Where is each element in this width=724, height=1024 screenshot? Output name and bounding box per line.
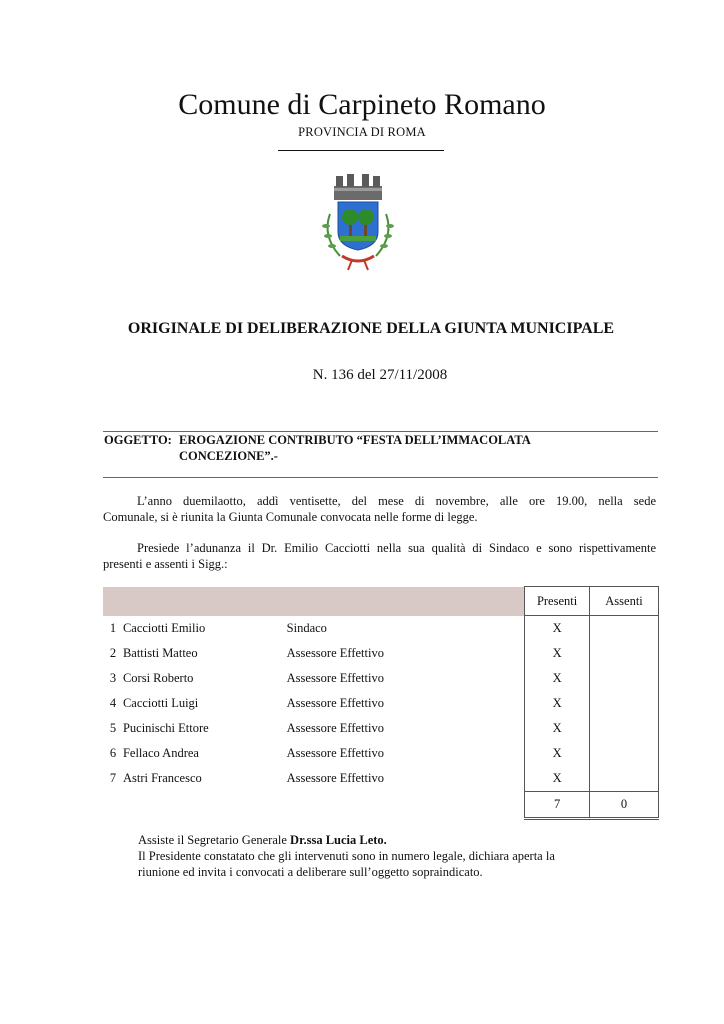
table-header-row [103,587,659,616]
totals-row [103,792,659,819]
member-role: Assessore Effettivo [286,721,384,735]
member-role: Assessore Effettivo [286,671,384,685]
secretary-name: Dr.ssa Lucia Leto. [290,833,387,847]
member-name: Corsi Roberto [122,671,194,685]
row-number: 7 [109,771,117,786]
table-row [103,616,659,642]
header-divider [278,150,444,151]
table-row [103,691,659,716]
member-role: Sindaco [286,620,327,635]
table-row [103,666,659,691]
row-number: 1 [109,620,117,635]
absent-mark [590,616,659,642]
member-role: Assessore Effettivo [286,771,384,786]
member-name: Astri Francesco [122,771,202,786]
intro-paragraph [103,493,656,525]
present-mark: X [525,741,590,766]
present-mark: X [525,766,590,792]
president-paragraph [103,540,656,572]
absent-mark [590,691,659,716]
row-number: 4 [109,696,117,710]
closing-line2: Il Presidente constatato che gli intervenuti sono in numero legale, dichiara aperta la [138,849,555,863]
member-role: Assessore Effettivo [286,696,384,710]
present-mark: X [525,616,590,642]
subject-top-rule [103,431,658,432]
table-row [103,716,659,741]
member-role: Assessore Effettivo [286,646,384,660]
absent-mark [590,766,659,792]
municipality-title: Comune di Carpineto Romano [178,88,546,121]
intro-line2: Comunale, si è riunita la Giunta Comunale convocata nelle forme di legge. [103,510,478,524]
row-number: 5 [109,721,117,735]
member-role: Assessore Effettivo [286,746,384,760]
subject-label: OGGETTO: [104,433,172,447]
total-assenti: 0 [590,792,659,819]
president-line2: presenti e assenti i Sigg.: [103,557,228,571]
present-mark: X [525,691,590,716]
subject-bottom-rule [103,477,658,478]
closing-line1 [138,832,658,848]
deliberation-number: N. 136 del 27/11/2008 [312,367,448,383]
table-row [103,766,659,792]
subject-text-line2: CONCEZIONE”.- [179,449,278,463]
secretary-intro: Assiste il Segretario Generale [138,833,291,847]
present-mark: X [525,716,590,741]
row-number: 3 [109,671,117,685]
president-line1: Presiede l’adunanza il Dr. Emilio Cacciotti nella sua qualità di Sindaco e sono rispettivamente [137,541,656,555]
member-name: Battisti Matteo [122,646,198,660]
municipal-coat-of-arms-icon [312,170,404,274]
member-name: Fellaco Andrea [122,746,199,760]
header-assenti: Assenti [590,587,659,616]
absent-mark [590,641,659,666]
present-mark: X [525,666,590,691]
closing-paragraph [138,832,658,880]
member-name: Pucinischi Ettore [122,721,209,735]
absent-mark [590,666,659,691]
member-name: Cacciotti Luigi [122,696,199,710]
table-row [103,741,659,766]
present-mark: X [525,641,590,666]
intro-line1: L’anno duemilaotto, addì ventisette, del mese di novembre, alle ore 19.00, nella sede [137,494,656,508]
absent-mark [590,741,659,766]
attendance-table [103,586,659,820]
member-name: Cacciotti Emilio [122,620,206,635]
row-number: 2 [109,646,117,660]
total-presenti: 7 [525,792,590,819]
row-number: 6 [109,746,117,760]
document-heading: ORIGINALE DI DELIBERAZIONE DELLA GIUNTA MUNICIPALE [127,320,615,337]
province-subtitle: PROVINCIA DI ROMA [298,125,426,139]
closing-line3: riunione ed invita i convocati a deliberare sull’oggetto sopraindicato. [138,865,483,879]
subject-text-line1: EROGAZIONE CONTRIBUTO “FESTA DELL’IMMACOLATA [179,433,531,447]
absent-mark [590,716,659,741]
table-row [103,641,659,666]
header-presenti: Presenti [525,587,590,616]
